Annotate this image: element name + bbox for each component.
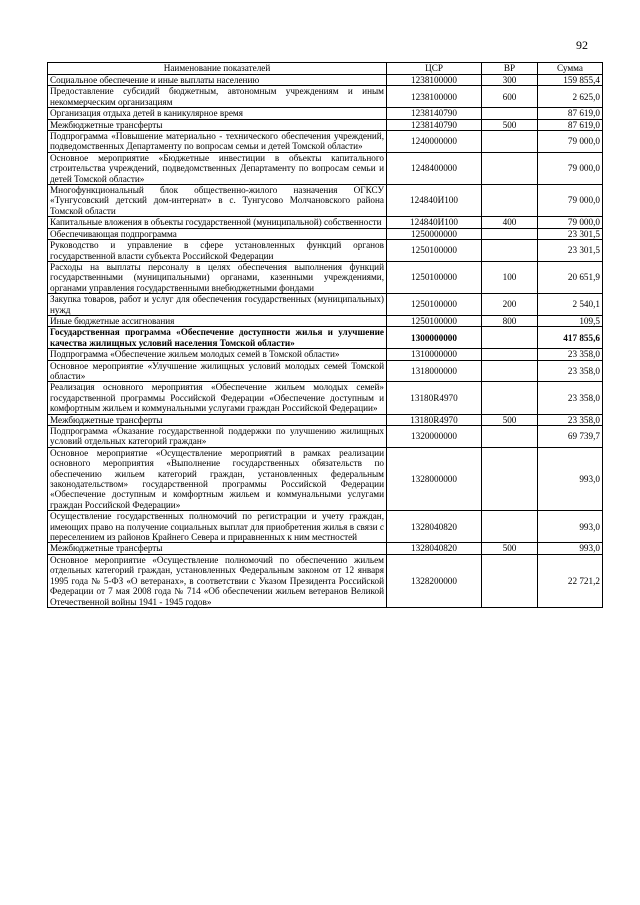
row-name: Реализация основного мероприятия «Обеспечение жильем молодых семей» государственной программы Российской Федерации «Обеспечение доступным и комфортным жильем и коммунальными услугами граждан Российской Федерации» [48, 382, 387, 414]
row-code: 1310000000 [387, 349, 482, 360]
row-name: Подпрограмма «Оказание государственной поддержки по улучшению жилищных условий отдельных категорий граждан» [48, 426, 387, 448]
row-name: Руководство и управление в сфере установленных функций органов государственной власти субъекта Российской Федерации [48, 240, 387, 262]
budget-table [47, 62, 603, 608]
row-vr [482, 152, 538, 184]
row-sum: 993,0 [538, 511, 603, 543]
row-vr [482, 511, 538, 543]
row-vr [482, 240, 538, 262]
row-sum: 23 358,0 [538, 414, 603, 425]
row-sum: 2 625,0 [538, 86, 603, 108]
row-sum: 23 358,0 [538, 382, 603, 414]
row-name: Многофункциональный блок общественно-жилого назначения ОГКСУ «Тунгусовский детский дом-интернат» в с. Тунгусово Молчановского района Томской области [48, 185, 387, 217]
row-name: Организация отдыха детей в каникулярное время [48, 108, 387, 119]
row-name: Основное мероприятие «Осуществление полномочий по обеспечению жильем отдельных категорий граждан, установленных Федеральным законом от 12 января 1995 года № 5-ФЗ «О ветеранах», в соответствии с Указом Президента Российской Федерации от 7 мая 2008 года № 714 «Об обеспечении жильем ветеранов Великой Отечественной войны 1941 - 1945 годов» [48, 554, 387, 607]
table-row [48, 152, 603, 184]
row-vr [482, 426, 538, 448]
row-vr [482, 360, 538, 382]
row-sum: 2 540,1 [538, 294, 603, 316]
table-row [48, 511, 603, 543]
row-sum: 993,0 [538, 543, 603, 554]
row-name: Предоставление субсидий бюджетным, автономным учреждениям и иным некоммерческим организациям [48, 86, 387, 108]
row-code: 1300000000 [387, 327, 482, 349]
table-row [48, 315, 603, 326]
row-code: 1328000000 [387, 447, 482, 510]
table-row [48, 228, 603, 239]
row-name: Основное мероприятие «Бюджетные инвестиции в объекты капитального строительства учреждений, подведомственных Департаменту по вопросам семьи и детей Томской области» [48, 152, 387, 184]
row-vr [482, 554, 538, 607]
table-row [48, 119, 603, 130]
row-vr [482, 327, 538, 349]
row-code: 1240000000 [387, 131, 482, 153]
table-row [48, 185, 603, 217]
table-row [48, 240, 603, 262]
table-row [48, 360, 603, 382]
row-name: Иные бюджетные ассигнования [48, 315, 387, 326]
row-vr [482, 185, 538, 217]
row-vr: 800 [482, 315, 538, 326]
row-vr [482, 349, 538, 360]
row-sum: 109,5 [538, 315, 603, 326]
table-row [48, 261, 603, 293]
row-name: Обеспечивающая подпрограмма [48, 228, 387, 239]
table-row [48, 349, 603, 360]
row-vr: 200 [482, 294, 538, 316]
table-row [48, 217, 603, 228]
row-sum: 23 358,0 [538, 360, 603, 382]
row-vr [482, 447, 538, 510]
row-code: 1238100000 [387, 75, 482, 86]
row-code: 1328040820 [387, 543, 482, 554]
row-name: Капитальные вложения в объекты государственной (муниципальной) собственности [48, 217, 387, 228]
row-sum: 20 651,9 [538, 261, 603, 293]
table-header-row [48, 63, 603, 75]
table-row [48, 86, 603, 108]
row-sum: 417 855,6 [538, 327, 603, 349]
row-vr: 500 [482, 543, 538, 554]
row-code: 1238100000 [387, 86, 482, 108]
table-row [48, 108, 603, 119]
row-name: Основное мероприятие «Улучшение жилищных условий молодых семей Томской области» [48, 360, 387, 382]
row-name: Подпрограмма «Повышение материально - технического обеспечения учреждений, подведомственных Департаменту по вопросам семьи и детей Томской области» [48, 131, 387, 153]
row-name: Межбюджетные трансферты [48, 543, 387, 554]
row-code: 1250100000 [387, 294, 482, 316]
row-vr [482, 228, 538, 239]
row-code: 1248400000 [387, 152, 482, 184]
row-sum: 79 000,0 [538, 185, 603, 217]
table-row [48, 554, 603, 607]
row-code: 1238140790 [387, 119, 482, 130]
row-code: 1238140790 [387, 108, 482, 119]
header-sum: Сумма [538, 63, 603, 75]
row-name: Межбюджетные трансферты [48, 119, 387, 130]
row-code: 1250100000 [387, 261, 482, 293]
row-code: 124840И100 [387, 185, 482, 217]
row-name: Социальное обеспечение и иные выплаты населению [48, 75, 387, 86]
row-code: 1318000000 [387, 360, 482, 382]
header-vr: ВР [482, 63, 538, 75]
row-sum: 79 000,0 [538, 152, 603, 184]
row-sum: 159 855,4 [538, 75, 603, 86]
table-row [48, 426, 603, 448]
row-vr: 500 [482, 414, 538, 425]
row-name: Закупка товаров, работ и услуг для обеспечения государственных (муниципальных) нужд [48, 294, 387, 316]
row-code: 1328040820 [387, 511, 482, 543]
row-code: 1250100000 [387, 240, 482, 262]
row-sum: 993,0 [538, 447, 603, 510]
row-sum: 79 000,0 [538, 217, 603, 228]
header-name: Наименование показателей [48, 63, 387, 75]
row-vr: 100 [482, 261, 538, 293]
table-row [48, 447, 603, 510]
row-code: 13180R4970 [387, 382, 482, 414]
row-name: Подпрограмма «Обеспечение жильем молодых семей в Томской области» [48, 349, 387, 360]
row-sum: 87 619,0 [538, 119, 603, 130]
row-code: 1320000000 [387, 426, 482, 448]
table-row [48, 131, 603, 153]
row-code: 124840И100 [387, 217, 482, 228]
row-sum: 22 721,2 [538, 554, 603, 607]
table-row [48, 327, 603, 349]
row-vr [482, 382, 538, 414]
row-sum: 79 000,0 [538, 131, 603, 153]
table-row [48, 414, 603, 425]
row-name: Расходы на выплаты персоналу в целях обеспечения выполнения функций государственными (муниципальными) органами, казенными учреждениями, органами управления государственными внебюджетными фондами [48, 261, 387, 293]
row-sum: 69 739,7 [538, 426, 603, 448]
row-vr: 400 [482, 217, 538, 228]
row-code: 1328200000 [387, 554, 482, 607]
table-row [48, 382, 603, 414]
table-row [48, 543, 603, 554]
row-name: Осуществление государственных полномочий по регистрации и учету граждан, имеющих право на получение социальных выплат для приобретения жилья в связи с переселением из районов Крайнего Севера и приравненных к ним местностей [48, 511, 387, 543]
row-name: Государственная программа «Обеспечение доступности жилья и улучшение качества жилищных условий населения Томской области» [48, 327, 387, 349]
row-sum: 23 301,5 [538, 240, 603, 262]
row-vr [482, 108, 538, 119]
row-vr [482, 131, 538, 153]
row-name: Основное мероприятие «Осуществление мероприятий в рамках реализации основного мероприятия «Выполнение государственных обязательств по обеспечению жильем категорий граждан, установленных федеральным законодательством» государственной программы Российской Федерации «Обеспечение доступным и комфортным жильем и коммунальными услугами граждан Российской Федерации» [48, 447, 387, 510]
row-sum: 23 358,0 [538, 349, 603, 360]
row-sum: 87 619,0 [538, 108, 603, 119]
table-row [48, 75, 603, 86]
page-number: 92 [576, 38, 588, 52]
header-code: ЦСР [387, 63, 482, 75]
row-vr: 300 [482, 75, 538, 86]
row-sum: 23 301,5 [538, 228, 603, 239]
row-code: 1250100000 [387, 315, 482, 326]
table-row [48, 294, 603, 316]
row-vr: 500 [482, 119, 538, 130]
row-name: Межбюджетные трансферты [48, 414, 387, 425]
row-code: 1250000000 [387, 228, 482, 239]
row-vr: 600 [482, 86, 538, 108]
row-code: 13180R4970 [387, 414, 482, 425]
